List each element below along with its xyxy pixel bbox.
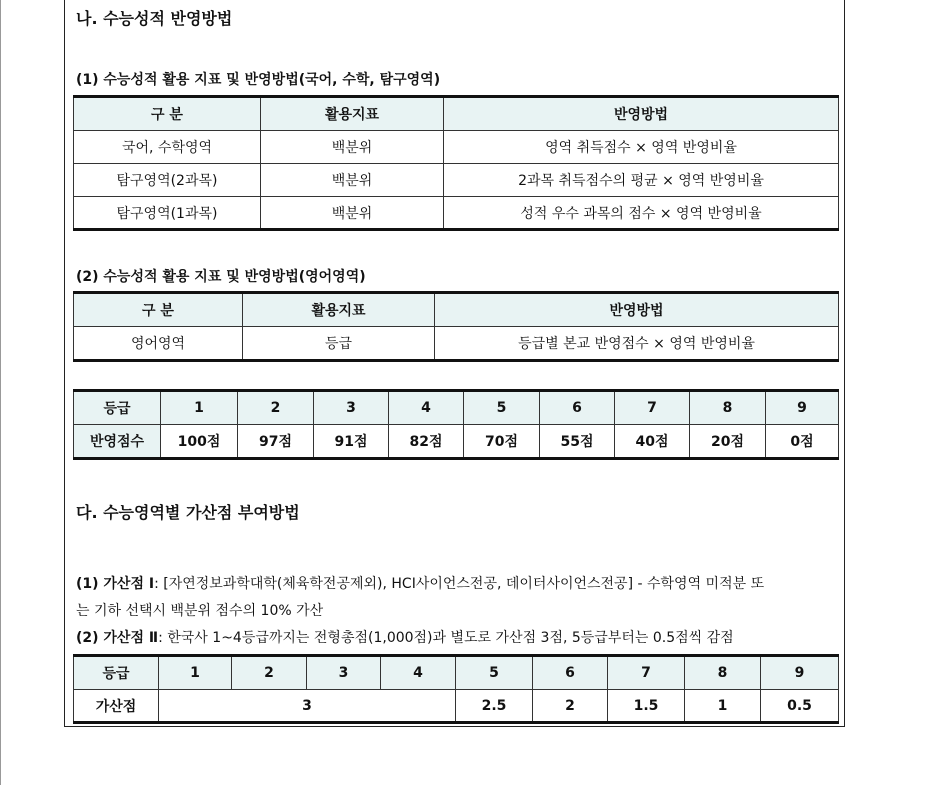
table-cell: 등급 [243,327,435,361]
grade-cell: 7 [615,391,690,425]
header-cell: 반영방법 [444,97,839,131]
grade-cell: 4 [381,656,456,690]
header-cell: 구 분 [74,97,261,131]
section-da-title: 다. 수능영역별 가산점 부여방법 [76,503,300,522]
grade-cell: 5 [456,656,533,690]
bonus2-paragraph [76,625,838,652]
bonus-cell: 2.5 [456,690,533,723]
grade-cell: 8 [690,391,766,425]
table-row [74,327,839,361]
grade-cell: 6 [540,391,615,425]
grade-cell: 6 [533,656,608,690]
score-label: 반영점수 [74,425,161,459]
bonus-cell: 0.5 [761,690,839,723]
sub2-title: (2) 수능성적 활용 지표 및 반영방법(영어영역) [76,269,366,285]
table-cell: 성적 우수 과목의 점수 × 영역 반영비율 [444,197,839,230]
score-cell: 55점 [540,425,615,459]
header-cell: 구 분 [74,293,243,327]
bonus2-label: (2) 가산점 Ⅱ [76,630,159,646]
table-cell: 등급별 본교 반영점수 × 영역 반영비율 [435,327,839,361]
outer-border [0,0,1,785]
header-cell: 활용지표 [243,293,435,327]
history-bonus-table [73,654,839,724]
table-cell: 영역 취득점수 × 영역 반영비율 [444,131,839,164]
bonus2-text: : 한국사 1~4등급까지는 전형총점(1,000점)과 별도로 가산점 3점, 5등급부터는 0.5점씩 감점 [158,630,734,646]
table-cell: 탐구영역(1과목) [74,197,261,230]
sub1-table [73,95,839,231]
score-cell: 100점 [161,425,238,459]
header-cell: 반영방법 [435,293,839,327]
bonus-cell: 1.5 [608,690,685,723]
grade-cell: 9 [761,656,839,690]
table-cell: 백분위 [261,131,444,164]
grade-cell: 7 [608,656,685,690]
grade-cell: 2 [238,391,314,425]
table-cell: 2과목 취득점수의 평균 × 영역 반영비율 [444,164,839,197]
section-na-title: 나. 수능성적 반영방법 [76,9,233,28]
table-cell: 영어영역 [74,327,243,361]
document-page [64,0,845,727]
bonus1-text-cont: 는 기하 선택시 백분위 점수의 10% 가산 [76,603,324,619]
bonus-label: 가산점 [74,690,159,723]
score-cell: 40점 [615,425,690,459]
grade-label: 등급 [74,656,159,690]
score-cell: 70점 [464,425,540,459]
score-cell: 97점 [238,425,314,459]
grade-cell: 8 [685,656,761,690]
table-cell: 백분위 [261,197,444,230]
english-grade-table [73,389,839,460]
score-cell: 20점 [690,425,766,459]
bonus-cell: 2 [533,690,608,723]
score-cell: 0점 [766,425,839,459]
bonus1-label: (1) 가산점 Ⅰ [76,576,155,592]
table-cell: 탐구영역(2과목) [74,164,261,197]
bonus1-text: : [자연정보과학대학(체육학전공제외), HCI사이언스전공, 데이터사이언스전공] - 수학영역 미적분 또 [154,576,765,592]
grade-cell: 2 [232,656,307,690]
header-cell: 활용지표 [261,97,444,131]
grade-label: 등급 [74,391,161,425]
sub2-table [73,291,839,362]
grade-cell: 9 [766,391,839,425]
grade-cell: 3 [314,391,389,425]
table-row [74,164,839,197]
grade-cell: 5 [464,391,540,425]
score-cell: 82점 [389,425,464,459]
table-row [74,131,839,164]
grade-cell: 1 [159,656,232,690]
grade-cell: 1 [161,391,238,425]
bonus-cell: 1 [685,690,761,723]
sub1-title: (1) 수능성적 활용 지표 및 반영방법(국어, 수학, 탐구영역) [76,72,441,88]
bonus1-paragraph [76,571,838,625]
grade-cell: 3 [307,656,381,690]
grade-cell: 4 [389,391,464,425]
bonus-cell-merged: 3 [159,690,456,723]
table-row [74,197,839,230]
score-cell: 91점 [314,425,389,459]
table-cell: 백분위 [261,164,444,197]
table-cell: 국어, 수학영역 [74,131,261,164]
